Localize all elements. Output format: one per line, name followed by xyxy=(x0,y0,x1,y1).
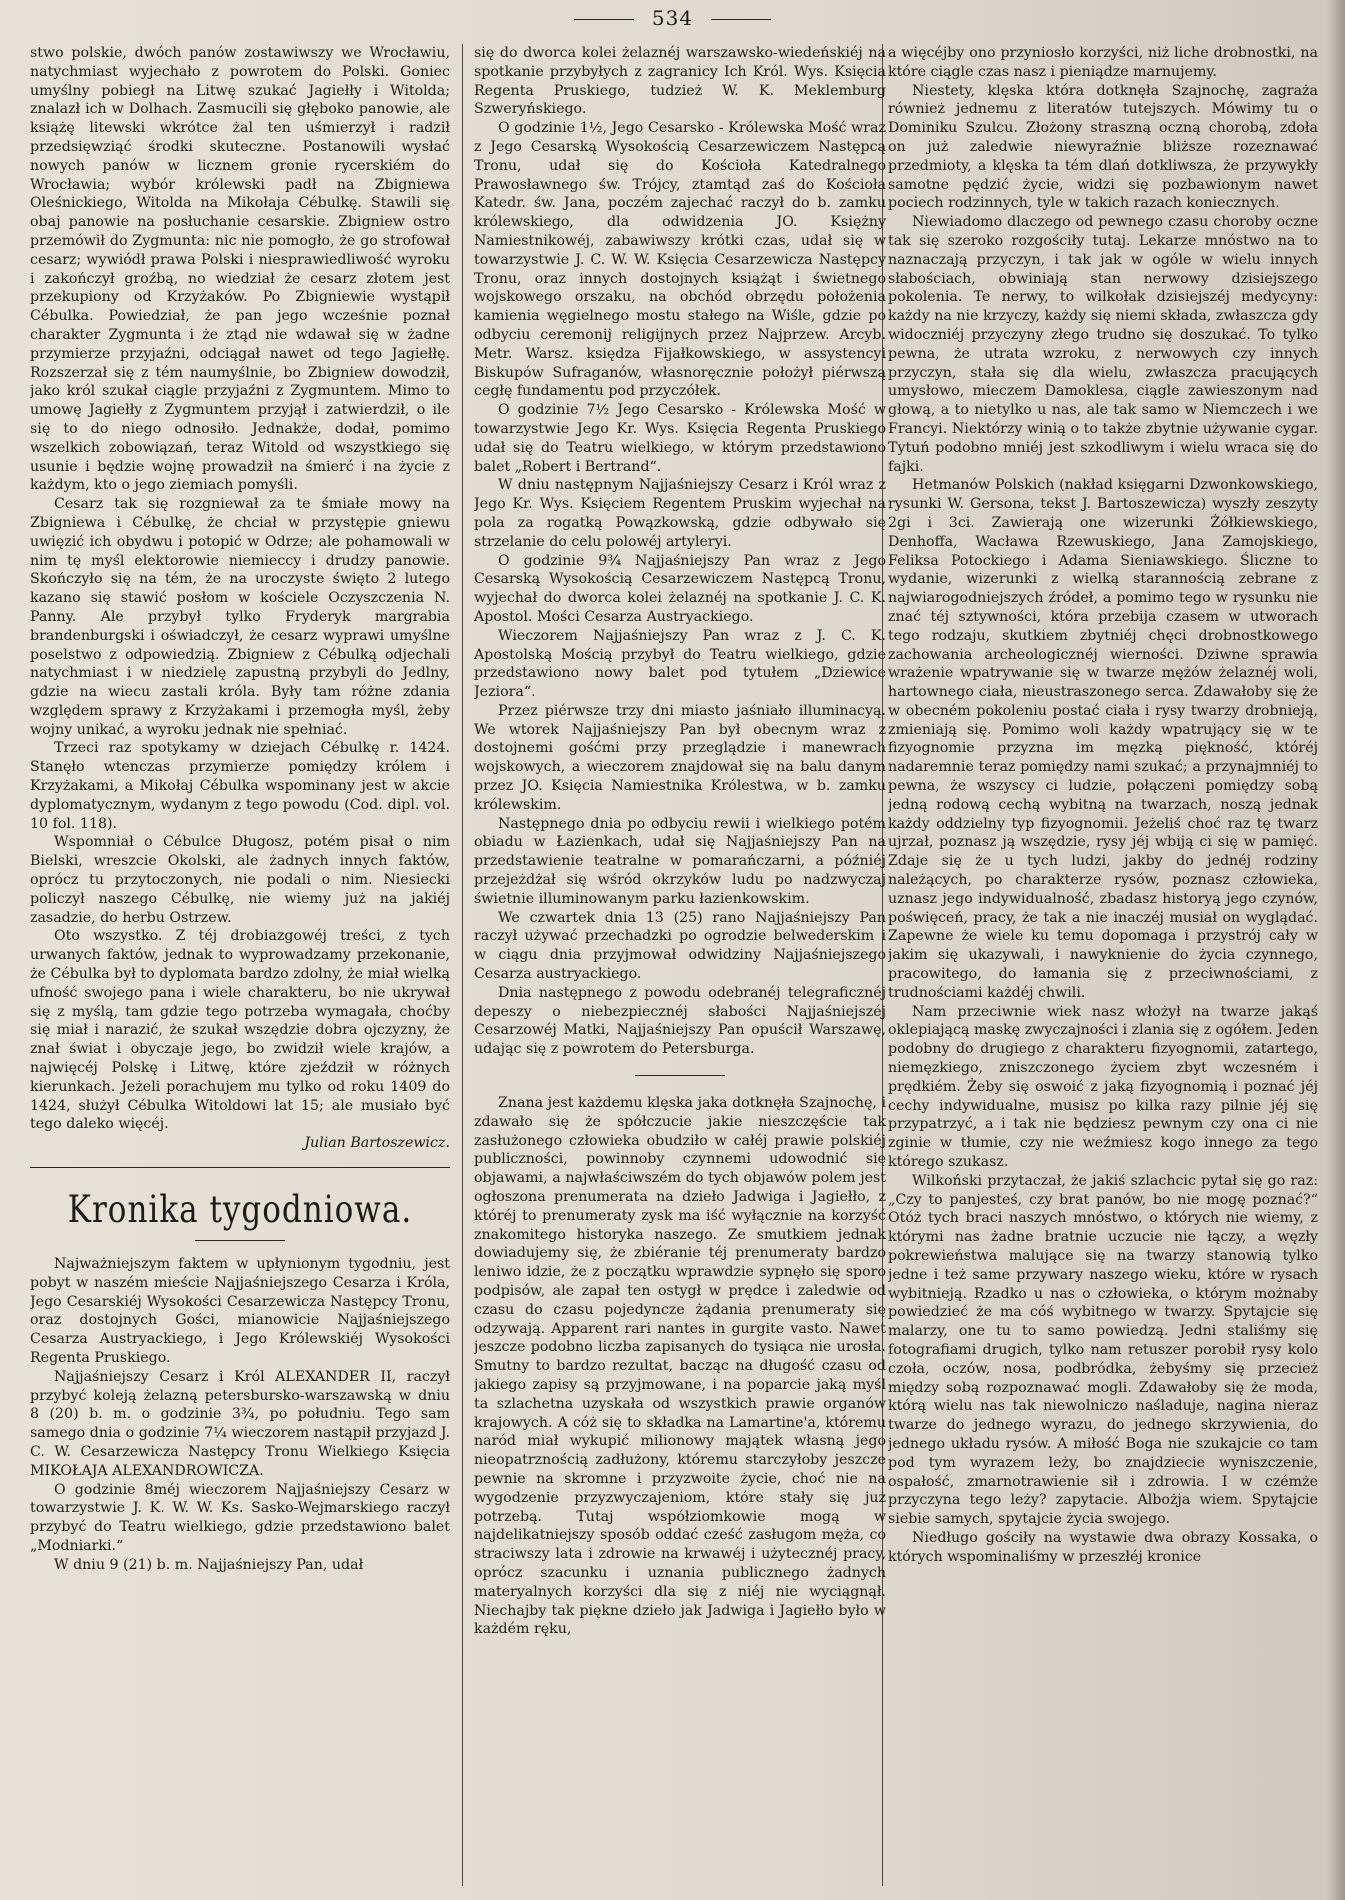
chronicle-paragraph: Najjaśniejszy Cesarz i Król ALEXANDER II, raczył przybyć koleją żelazną petersbursko-warszawską w dniu 8 (20) b. m. o godzinie 3¾, po południu. Tego sam samego dnia o godzinie 7¼ wieczorem nastąpił przyjazd J. C. W. Cesarzewicza Następcy Tronu Wielkiego Księcia MIKOŁAJA ALEXANDROWICZA. xyxy=(30,1368,450,1479)
chronicle-paragraph: W dniu 9 (21) b. m. Najjaśniejszy Pan, udał xyxy=(54,1556,364,1573)
col2-paragraph: We czwartek dnia 13 (25) rano Najjaśniejszy Pan raczył używać przechadzki po ogrodzie belwederskim i w ciągu dnia przyjmował odwidziny Najjaśniejszego Cesarza austryackiego. xyxy=(474,909,886,983)
title-rule xyxy=(195,1240,285,1241)
column-divider-1 xyxy=(462,44,463,1886)
column-1 xyxy=(30,44,450,1894)
col1-paragraph: Wspomniał o Cébulce Długosz, potém pisał o nim Bielski, wreszcie Okolski, ale żadnych innych faktów, oprócz tu przytoczonych, nie podali o nim. Niesiecki policzył naszego Cébulkę, nie wiemy już na jakiéj zasadzie, do herbu Ostrzew. xyxy=(30,834,450,926)
col3-paragraph: Nam przeciwnie wiek nasz włożył na twarze jakąś oklepiającą maskę zwyczajności i zlania się z ogółem. Jeden podobny do drugiego z charakteru fizyognomii, zatartego, niemęzkiego, zniszczonego życiem zbyt wczesném i prędkiém. Żeby się oswoić z jaką fizyognomią i poznać jéj cechy indywidualne, musisz po kilka razy pilnie jéj się przypatrzyć, a i tak nie będziesz pewnym czy ona ci nie zginie w tłumie, czy nie weźmiesz kogo innego za tego którego szukasz. xyxy=(888,1003,1318,1171)
col3-paragraph: a więcéjby ono przyniosło korzyści, niż liche drobnostki, na które ciągle czas nasz i pieniądze marnujemy. xyxy=(888,45,1318,80)
binding-shadow xyxy=(1327,0,1345,1900)
col1-paragraph: Cesarz tak się rozgniewał za te śmiałe mowy na Zbigniewa i Cébulkę, że chciał w przystępie gniewu uwięzić ich obydwu i potopić w Odrze; ale pohamowali w nim tę myśl elektorowie niemieccy i drudzy panowie. Skończyło się na tém, że na uroczyste święto 2 lutego kazano się stawić posłom w kościele Oczyszczenia N. Panny. Ale przybył tylko Fryderyk margrabia brandenburgski i oświadczył, że cesarz wyprawi umyślne poselstwo z odpowiedzią. Zbigniew z Cébulką odjechali natychmiast i w niedzielę zapustną przybyli do Jedlny, gdzie na wiecu zastali króla. Były tam różne zdania względem sprawy z Krzyżakami i przemogła myśl, żeby wojny unikać, a wyroku jednak nie spełniać. xyxy=(30,496,450,738)
col2-paragraph: Następnego dnia po odbyciu rewii i wielkiego potém obiadu w Łazienkach, udał się Najjaśniejszy Pan na przedstawienie teatralne w pomarańczarni, a późniéj przejeżdżał się wśród okrzyków ludu po nadzwyczaj świetnie illuminowanym parku łazienkowskim. xyxy=(474,815,886,907)
page-number-text: 534 xyxy=(651,6,694,30)
col3-paragraph: Niewiadomo dlaczego od pewnego czasu choroby oczne tak się szeroko rozgościły tutaj. Lekarze mnóstwo na to naznaczają przyczyn, i tak jak w ogóle w wielu innych słabościach, obwiniają stan nerwowy dzisiejszego pokolenia. Te nerwy, to wilkołak dzisiejszéj medycyny: każdy na nie krzyczy, każdy się niemi składa, zwłaszcza gdy widoczniéj przyczyny złego trudno się doszukać. To tylko pewna, że utrata wzroku, z nerwowych czy innych przyczyn, stała się dla wielu, zwłaszcza pracujących umysłowo, mieczem Damoklesa, ciągle zawieszonym nad głową, a to nietylko u nas, ale tak samo w Niemczech i we Francyi. Niektórzy winią o to także zbytnie używanie cygar. Tytuń podobno mniéj jest szkodliwym i wielu wraca się do fajki. xyxy=(888,214,1318,475)
page-number-rule-right xyxy=(711,19,771,20)
article-signature xyxy=(30,1134,450,1153)
col3-paragraph: Niestety, klęska która dotknęła Szajnochę, zagraża również jednemu z literatów tutejszych. Mówimy tu o Dominiku Szulcu. Złożony straszną oczną chorobą, zdoła on już zaledwie niewyraźnie bliższe rozeznawać przedmioty, a klęska ta tém dlań dotkliwsza, że przywykły samotne pędzić życie, widzi się pozbawionym nawet pociech rodzinnych, tyle w takich razach koniecznych. xyxy=(888,82,1318,212)
col2-paragraph: się do dworca kolei żelaznéj warszawsko-wiedeńskiéj na spotkanie przybyłych z zagranicy Ich Król. Wys. Księcia Regenta Pruskiego, tudzież W. K. Meklemburg Szweryńskiego. xyxy=(474,45,886,118)
col2-paragraph: O godzinie 9¾ Najjaśniejszy Pan wraz z Jego Cesarską Wysokością Cesarzewiczem Następcą Tronu, wyjechał do dworca kolei żelaznéj na spotkanie J. C. K. Apostol. Mości Cesarza Austryackiego. xyxy=(474,552,886,625)
page-number-rule-left xyxy=(574,19,634,20)
column-separator-rule xyxy=(635,1075,725,1076)
col2-paragraph: Dnia następnego z powodu odebranéj telegraficznéj depeszy o niebezpiecznéj słabości Najjaśniejszéj Cesarzowéj Matki, Najjaśniejszy Pan opuścił Warszawę, udając się z powrotem do Petersburga. xyxy=(474,984,886,1058)
section-title: Kronika tygodniowa. xyxy=(67,1188,413,1232)
section-rule xyxy=(30,1167,450,1168)
col3-paragraph: Wilkoński przytaczał, że jakiś szlachcic pytał się go raz: „Czy to panjesteś, czy brat panów, bo nie mogę poznać?“ Otóż tych braci naszych mnóstwo, o których nie wiemy, z którymi nas żadne bratnie uczucie nie łączy, a węzły pokrewieństwa malujące się na twarzy stanowią tylko jedne i też same przywary naszego wieku, które w rysach wybitnieją. Rzadko u nas o człowieka, o którym możnaby powiedzieć że ma cóś wybitnego w twarzy. Spytajcie się malarzy, one tu to samo powiedzą. Jedni staliśmy się fotografiami drugich, tylko nam retuszer porobił rysy kolo czoła, oczów, nosa, podbródka, żebyśmy się przecież między sobą rozpoznawać mogli. Zdawałoby się że moda, którą wielu nas tak niewolniczo naśladuje, nagina nieraz twarze do jednego wyrazu, do jednego skrzywienia, do jednego układu rysów. A miłość Boga nie szukajcie co tam pod tym wyrazem leży, bo znajdziecie wyniszczenie, ospałość, zmarnotrawienie sił i zdrowia. I w czémże przyczyna tego leży? zapytacie. Albożja wiem. Spytajcie siebie samych, spytajcie życia swojego. xyxy=(888,1172,1318,1528)
col2-paragraph: Wieczorem Najjaśniejszy Pan wraz z J. C. K. Apostolską Mością przybył do Teatru wielkiego, gdzie przedstawiono nowy balet pod tytułem „Dziewice Jeziora“. xyxy=(474,627,886,701)
col3-paragraph: Niedługo gościły na wystawie dwa obrazy Kossaka, o których wspominaliśmy w przeszłéj kronice xyxy=(888,1529,1318,1565)
col3-paragraph: Hetmanów Polskich (nakład księgarni Dzwonkowskiego, rysunki W. Gersona, tekst J. Bartoszewicza) wyszły zeszyty 2gi i 3ci. Zawierają one wizerunki Żółkiewskiego, Denhoffa, Wacława Rzewuskiego, Jana Zamojskiego, Feliksa Potockiego i Adama Sieniawskiego. Śliczne to wydanie, wizerunki z wielką starannością zebrane z najwiarogodniejszych źródeł, a pomimo tego w rysunku nie znać téj sztywności, która przebija czasem w utworach tego rodzaju, skutkiem zbytniéj chęci drobnostkowego zachowania archeologicznéj wierności. Dziwne sprawia wrażenie wpatrywanie się w twarze mężów żelaznéj woli, hartownego ciała, nieustraszonego serca. Zdawałoby się że w obecném pokoleniu postać ciała i rysy twarzy drobnieją, zmieniają się. Pomimo woli każdy wpatrujący się w te fizyognomie przyzna im męzką piękność, któréj nadaremnie teraz pomiędzy nami szukać; a przynajmniéj to pewna, że wszyscy ci ludzie, połączeni pomiędzy sobą jedną rodową cechą wybitną na twarzach, noszą jednak każdy oddzielny typ fizyognomii. Jeżeliś choć raz tę twarz ujrzał, poznasz ją wszędzie, rysy jéj wbiją ci się w pamięć. Zdaje się że u tych ludzi, jakby do jednéj rodziny należących, po charakterze rysów, poznasz człowieka, uznasz jego indywidualność, zbadasz historyą jego czynów, poświęceń, pracy, że tak a nie inaczéj musiał on wyglądać. Zapewne że wiele ku temu dopomaga i przystrój cały w jakim się ukazywali, i nawyknienie do życia czynnego, pracowitego, do łamania się z przeciwnościami, z trudnościami każdéj chwili. xyxy=(888,477,1318,1001)
col1-paragraph: Oto wszystko. Z téj drobiazgowéj treści, z tych urwanych faktów, jednak to wyprowadzamy przekonanie, że Cébulka był to dyplomata bardzo zdolny, że miał wielką ufność swojego pana i wiele charakteru, bo nie ukrywał się z myślą, tam gdzie tego potrzeba wymagała, choćby się miał i narazić, że szukał wszędzie dobra ojczyzny, że znał świat i obyczaje jego, bo zwidził wiele krajów, a najwięcéj Polskę i Litwę, które zjeździł w różnych kierunkach. Jeżeli porachujem mu tylko od roku 1409 do 1424, służył Cébulka Witoldowi lat 15; ale musiało być tego daleko więcéj. xyxy=(30,928,450,1133)
col1-paragraph: Trzeci raz spotykamy w dziejach Cébulkę r. 1424. Stanęło wtenczas przymierze pomiędzy królem i Krzyżakami, a Mikołaj Cébulka wspominany jest w akcie dyplomatycznym, wydanym z tego powodu (Cod. dipl. vol. 10 fol. 118). xyxy=(30,740,450,832)
col2-paragraph: Znana jest każdemu klęska jaka dotknęła Szajnochę, i zdawało się że spółczucie jakie nieszczęście tak zasłużonego człowieka obudziło w całéj prawie polskiéj publiczności, powinnoby czynnemi udowodnić się objawami, a najwłaściwszém do tych objawów polem jest ogłoszona prenumerata na dzieło Jadwiga i Jagiełło, z któréj to prenumeraty zysk ma iść wyłącznie na korzyść znakomitego historyka naszego. Ze smutkiem jednak dowiadujemy się, że zbiéranie téj prenumeraty bardzo leniwo idzie, że z początku wprawdzie sypnęło się sporo podpisów, ale zapał ten ostygł w prędce i zaledwie od czasu do czasu pojedyncze żądania prenumeraty się odzywają. Apparent rari nantes in gurgite vasto. Nawet jeszcze podobno liczba zapisanych do tysiąca nie urosła. Smutny to bardzo rezultat, bacząc na długość czasu od jakiego zapisy są przyjmowane, i na poparcie jaką myśl ta szlachetna uzyskała od wszystkich prawie organów krajowych. A cóż się to składka na Lamartine'a, któremu naród miał wykupić milionowy majątek własną jego nieopatrznością zadłużony, któremu starczyłoby jeszcze pewnie na skromne i przyzwoite życie, choć nie na wygodzenie przyzwyczajeniom, które stały się już potrzebą. Tutaj współziomkowie mogą w najdelikatniejszy sposób oddać cześć zasługom męża, co straciwszy lata i zdrowie na krwawéj i użytecznéj pracy, oprócz szacunku i uznania publicznego żadnych materyalnych korzyści dla się z niéj nie wyciągnął. Niechajby tak piękne dzieło jak Jadwiga i Jagiełło było w każdém ręku, xyxy=(474,1095,886,1638)
col1-paragraph: stwo polskie, dwóch panów zostawiwszy we Wrocławiu, natychmiast wyjechało z powrotem do Polski. Goniec umyślny pobiegł na Litwę szukać Jagiełły i Witolda; znalazł ich w Dolhach. Zasmucili się głęboko panowie, ale książę litewski wkrótce żal ten uśmierzył i radził przedsięwziąć środki skuteczne. Postanowili wysłać nowych panów w licznem gronie rycerskiém do Wrocławia; wybór królewski padł na Zbigniewa Oleśnickiego, Witolda na Mikołaja Cébulkę. Stawili się obaj panowie na posłuchanie cesarskie. Zbigniew ostro przemówił do Zygmunta: nic nie pomogło, że go strofował cesarz; wywiódł prawa Polski i niesprawiedliwość wyroku i zakończył groźbą, no wiedział że cesarz złotem jest przekupiony od Krzyżaków. Po Zbigniewie wystąpił Cébulka. Powiedział, że pan jego wcześnie poznał charakter Zygmunta i że ztąd nie wdawał się w żadne przymierze przyjaźni, odciągał nawet od tego Jagiełłę. Rozszerzał się z tém naumyślnie, bo Zbigniew dowodził, jako król szukał ciągle przyjaźni z Zygmuntem. Mimo to umowę Jagiełły z Zygmuntem przyjął i zatwierdził, o ile się to do niego odnosiło. Jednakże, dodał, pomimo wszelkich zobowiązań, teraz Witold od wszystkiego się usunie i będzie wojnę prowadził na śmierć i na życie z każdym, kto o jego ziemiach pomyśli. xyxy=(30,45,450,494)
col2-paragraph: W dniu następnym Najjaśniejszy Cesarz i Król wraz z Jego Kr. Wys. Księciem Regentem Pruskim wyjechał na pola za rogatką Powązkowską, gdzie odbywało się strzelanie do celu polowéj artyleryi. xyxy=(474,477,886,550)
author-name: Julian Bartoszewicz. xyxy=(304,1135,450,1152)
col2-paragraph: O godzinie 7½ Jego Cesarsko - Królewska Mość w towarzystwie Jego Kr. Wys. Księcia Regenta Pruskiego udał się do Teatru wielkiego, w którym przedstawiono balet „Robert i Bertrand“. xyxy=(474,402,886,475)
col2-paragraph: O godzinie 1½, Jego Cesarsko - Królewska Mość wraz z Jego Cesarską Wysokością Cesarzewiczem Następcą Tronu, udał się do Kościoła Katedralnego Prawosławnego św. Trójcy, ztamtąd zaś do Kościoła Katedr. św. Jana, poczém zajechać raczył do b. zamku królewskiego, dla odwidzenia JO. Księżny Namiestnikowéj, zabawiwszy krótki czas, udał się w towarzystwie J. C. W. W. Księcia Cesarzewicza Następcy Tronu, oraz innych dostojnych książąt i świetnego wojskowego orszaku, na obchód obrzędu położenia kamienia węgielnego mostu stałego na Wiśle, gdzie po odbyciu ceremonij religijnych przez Najprzew. Arcyb. Metr. Warsz. księdza Fijałkowskiego, w assystencyi Biskupów Sufraganów, własnoręcznie położył piérwszą cegłę fundamentu pod przyczółek. xyxy=(474,120,886,400)
column-3 xyxy=(888,44,1318,1894)
chronicle-paragraph: Najważniejszym faktem w upłynionym tygodniu, jest pobyt w naszém mieście Najjaśniejszego Cesarza i Króla, Jego Cesarskiéj Wysokości Cesarzewicza Następcy Tronu, oraz dostojnych Gości, mianowicie Najjaśniejszego Cesarza Austryackiego, i Jego Królewskiéj Wysokości Regenta Pruskiego. xyxy=(30,1256,450,1366)
page-number xyxy=(0,6,1345,30)
column-2 xyxy=(474,44,886,1894)
chronicle-paragraph: O godzinie 8méj wieczorem Najjaśniejszy Cesarz w towarzystwie J. K. W. W. Ks. Sasko-Wejmarskiego raczył przybyć do Teatru wielkiego, gdzie przedstawiono balet „Modniarki.“ xyxy=(30,1481,450,1554)
col2-paragraph: Przez piérwsze trzy dni miasto jaśniało illuminacyą. We wtorek Najjaśniejszy Pan był obecnym wraz z dostojnemi gośćmi przy przeglądzie i manewrach wojskowych, a wieczorem znajdował się na balu danym przez JO. Księcia Namiestnika Królestwa, w b. zamku królewskim. xyxy=(474,702,886,813)
